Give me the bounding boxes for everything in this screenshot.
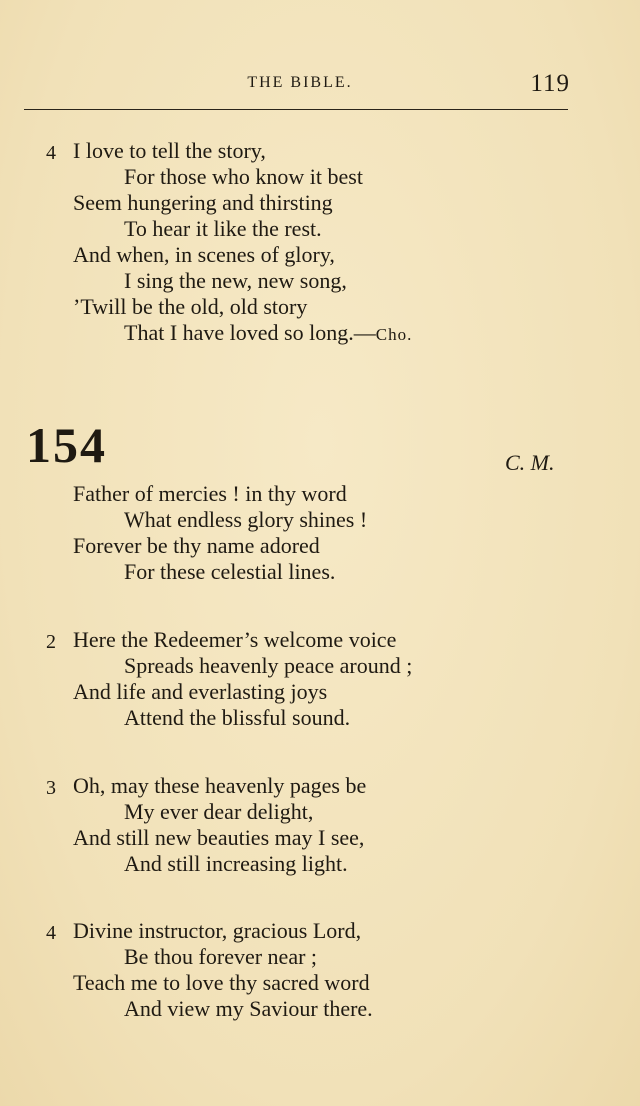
stanza-line: And life and everlasting joys <box>73 679 328 704</box>
stanza-line: Here the Redeemer’s welcome voice <box>73 627 397 652</box>
stanza-line: To hear it like the rest. <box>124 216 322 241</box>
stanza-line: Teach me to love thy sacred word <box>73 970 370 995</box>
hymn-stanza-4 <box>0 918 640 1022</box>
stanza-line: For those who know it best <box>124 164 363 189</box>
previous-hymn-stanza-4 <box>0 138 640 346</box>
stanza-line: Forever be thy name adored <box>73 533 320 558</box>
stanza-line: Divine instructor, gracious Lord, <box>73 918 362 943</box>
stanza-number: 4 <box>46 142 56 164</box>
hymn-stanza-2 <box>0 627 640 731</box>
hymn-stanza-3 <box>0 773 640 877</box>
refrain-abbreviation: Cho. <box>375 325 413 344</box>
stanza-line: And view my Saviour there. <box>124 996 373 1021</box>
running-title: THE BIBLE. <box>247 74 353 91</box>
stanza-line: For these celestial lines. <box>124 559 336 584</box>
stanza-line: And when, in scenes of glory, <box>73 242 335 267</box>
header-rule <box>24 109 568 110</box>
stanza-number: 4 <box>46 922 56 944</box>
stanza-line <box>0 320 640 346</box>
stanza-line: Attend the blissful sound. <box>124 705 351 730</box>
stanza-line: And still new beauties may I see, <box>73 825 365 850</box>
stanza-line: Oh, may these heavenly pages be <box>73 773 367 798</box>
stanza-line: Father of mercies ! in thy word <box>73 481 347 506</box>
stanza-line-text: That I have loved so long.— <box>124 320 376 345</box>
page-header <box>0 70 640 100</box>
page-number: 119 <box>530 70 570 97</box>
stanza-number: 2 <box>46 631 56 653</box>
stanza-line: Be thou forever near ; <box>124 944 318 969</box>
stanza-line: I sing the new, new song, <box>124 268 347 293</box>
stanza-line: Seem hungering and thirsting <box>73 190 333 215</box>
stanza-line: My ever dear delight, <box>124 799 314 824</box>
hymn-stanza-1 <box>0 481 640 585</box>
stanza-line: And still increasing light. <box>124 851 348 876</box>
stanza-line: ’Twill be the old, old story <box>73 294 308 319</box>
stanza-line: Spreads heavenly peace around ; <box>124 653 413 678</box>
hymn-meter: C. M. <box>505 450 555 475</box>
hymn-number: 154 <box>26 417 107 473</box>
stanza-number: 3 <box>46 777 56 799</box>
stanza-line: What endless glory shines ! <box>124 507 368 532</box>
stanza-line: I love to tell the story, <box>73 138 266 163</box>
